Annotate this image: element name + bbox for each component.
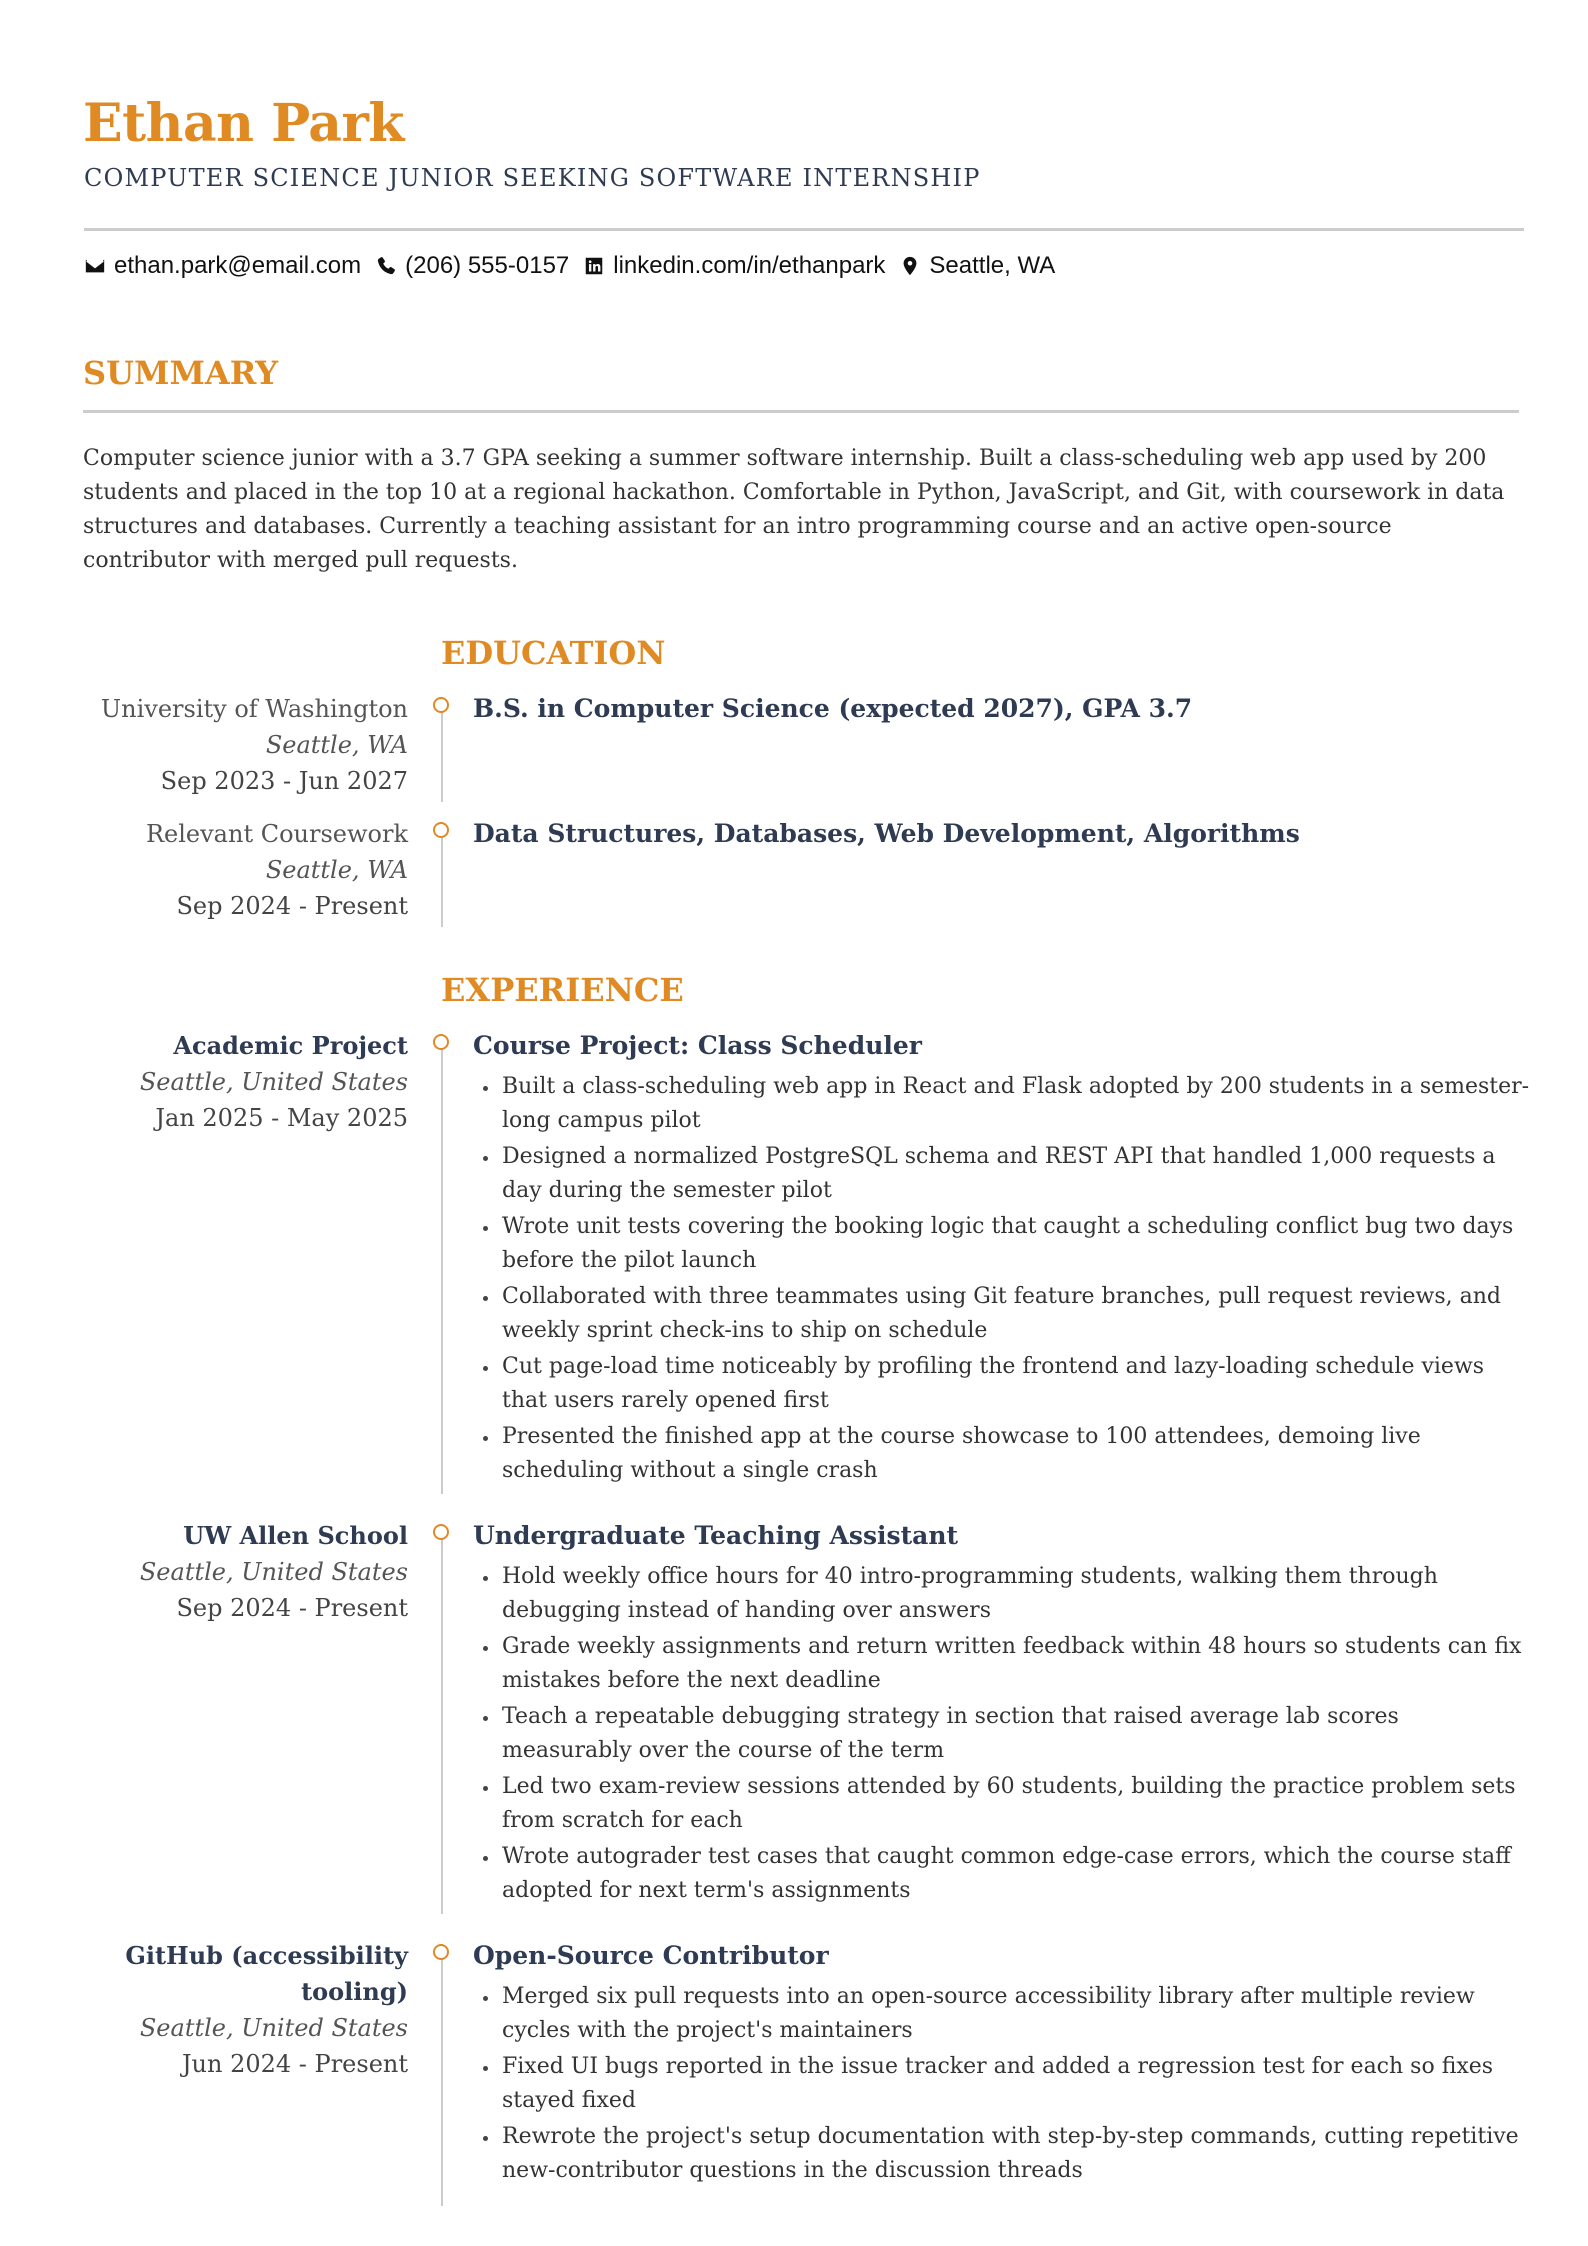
bullet-item: Built a class-scheduling web app in React and Flask adopted by 200 students in a semester-long campus pilot: [473, 1070, 1533, 1138]
job-meta: [140, 1518, 408, 1626]
bullet-item: Wrote autograder test cases that caught common edge-case errors, which the course staff adopted for next term's assignments: [473, 1840, 1533, 1908]
job-org: tooling): [301, 1977, 408, 2006]
job-bullets: [473, 1980, 1533, 2188]
job-role: Open-Source Contributor: [473, 1941, 829, 1970]
job-dates: Sep 2024 - Present: [176, 1594, 408, 1622]
job-location: Seattle, United States: [139, 2014, 408, 2042]
education-meta: [101, 691, 408, 799]
bullet-item: Rewrote the project's setup documentation with step-by-step commands, cutting repetitive new-contributor questions in the discussion threads: [473, 2120, 1533, 2188]
experience-timeline-line: [441, 1524, 443, 1914]
candidate-tagline: COMPUTER SCIENCE JUNIOR SEEKING SOFTWARE INTERNSHIP: [84, 164, 981, 192]
envelope-icon: [84, 255, 106, 277]
education-detail: [473, 691, 1533, 727]
bullet-item: Presented the finished app at the course showcase to 100 attendees, demoing live scheduling without a single crash: [473, 1420, 1533, 1488]
timeline-dot: [433, 822, 449, 838]
contact-email[interactable]: [84, 252, 361, 280]
education-org: Relevant Coursework: [145, 820, 408, 848]
job-role: Course Project: Class Scheduler: [473, 1031, 922, 1060]
contact-bar: [84, 248, 1055, 284]
job-detail: [473, 1938, 1533, 2190]
experience-timeline-line: [441, 1944, 443, 2206]
job-org: UW Allen School: [183, 1521, 408, 1550]
contact-phone[interactable]: [375, 252, 569, 280]
coursework-title: Data Structures, Databases, Web Development, Algorithms: [473, 819, 1300, 848]
job-dates: Jun 2024 - Present: [181, 2050, 408, 2078]
job-meta: [125, 1938, 408, 2082]
job-location: Seattle, United States: [139, 1068, 408, 1096]
experience-heading: EXPERIENCE: [441, 971, 684, 1009]
education-location: Seattle, WA: [265, 731, 408, 759]
contact-linkedin[interactable]: [583, 252, 885, 280]
education-detail: [473, 816, 1533, 852]
candidate-name: Ethan Park: [83, 93, 404, 154]
timeline-dot: [433, 1944, 449, 1960]
bullet-item: Collaborated with three teammates using Git feature branches, pull request reviews, and weekly sprint check-ins to ship on schedule: [473, 1280, 1533, 1348]
job-detail: [473, 1028, 1533, 1490]
job-dates: Jan 2025 - May 2025: [155, 1104, 408, 1132]
degree-title: B.S. in Computer Science (expected 2027), GPA 3.7: [473, 694, 1193, 723]
contact-location: [899, 252, 1055, 280]
map-pin-icon: [899, 255, 921, 277]
linkedin-icon: [583, 255, 605, 277]
bullet-item: Grade weekly assignments and return written feedback within 48 hours so students can fix mistakes before the next deadline: [473, 1630, 1533, 1698]
job-org: GitHub (accessibility: [125, 1941, 408, 1970]
job-org: Academic Project: [173, 1031, 408, 1060]
education-dates: Sep 2023 - Jun 2027: [160, 767, 408, 795]
education-dates: Sep 2024 - Present: [176, 892, 408, 920]
bullet-item: Designed a normalized PostgreSQL schema and REST API that handled 1,000 requests a day during the semester pilot: [473, 1140, 1533, 1208]
bullet-item: Cut page-load time noticeably by profiling the frontend and lazy-loading schedule views that users rarely opened first: [473, 1350, 1533, 1418]
phone-icon: [375, 255, 397, 277]
linkedin-text: linkedin.com/in/ethanpark: [613, 252, 886, 279]
bullet-item: Fixed UI bugs reported in the issue tracker and added a regression test for each so fixes stayed fixed: [473, 2050, 1533, 2118]
timeline-dot: [433, 1524, 449, 1540]
bullet-item: Led two exam-review sessions attended by 60 students, building the practice problem sets from scratch for each: [473, 1770, 1533, 1838]
education-heading: EDUCATION: [441, 634, 666, 672]
experience-timeline-line: [441, 1034, 443, 1494]
job-detail: [473, 1518, 1533, 1910]
bullet-item: Wrote unit tests covering the booking logic that caught a scheduling conflict bug two days before the pilot launch: [473, 1210, 1533, 1278]
education-org: University of Washington: [100, 695, 408, 723]
header-divider: [84, 228, 1524, 231]
job-role: Undergraduate Teaching Assistant: [473, 1521, 959, 1550]
phone-text: (206) 555-0157: [405, 252, 570, 279]
job-meta: [140, 1028, 408, 1136]
education-meta: [146, 816, 408, 924]
job-bullets: [473, 1070, 1533, 1488]
bullet-item: Hold weekly office hours for 40 intro-programming students, walking them through debugging instead of handing over answers: [473, 1560, 1533, 1628]
timeline-dot: [433, 1034, 449, 1050]
job-bullets: [473, 1560, 1533, 1908]
summary-heading: SUMMARY: [83, 354, 279, 392]
job-location: Seattle, United States: [139, 1558, 408, 1586]
email-text: ethan.park@email.com: [114, 252, 362, 279]
bullet-item: Teach a repeatable debugging strategy in section that raised average lab scores measurably over the course of the term: [473, 1700, 1533, 1768]
education-location: Seattle, WA: [265, 856, 408, 884]
location-text: Seattle, WA: [929, 252, 1056, 279]
summary-text: Computer science junior with a 3.7 GPA seeking a summer software internship. Built a class-scheduling web app used by 200 students and placed in the top 10 at a regional hackathon. Comfortable in Python, JavaScript, and Git, with coursework in data structures and databases. Currently a teaching assistant for an intro programming course and an active open-source contributor with merged pull requests.: [83, 446, 1505, 573]
summary-divider: [83, 410, 1519, 413]
timeline-dot: [433, 697, 449, 713]
bullet-item: Merged six pull requests into an open-source accessibility library after multiple review cycles with the project's maintainers: [473, 1980, 1533, 2048]
